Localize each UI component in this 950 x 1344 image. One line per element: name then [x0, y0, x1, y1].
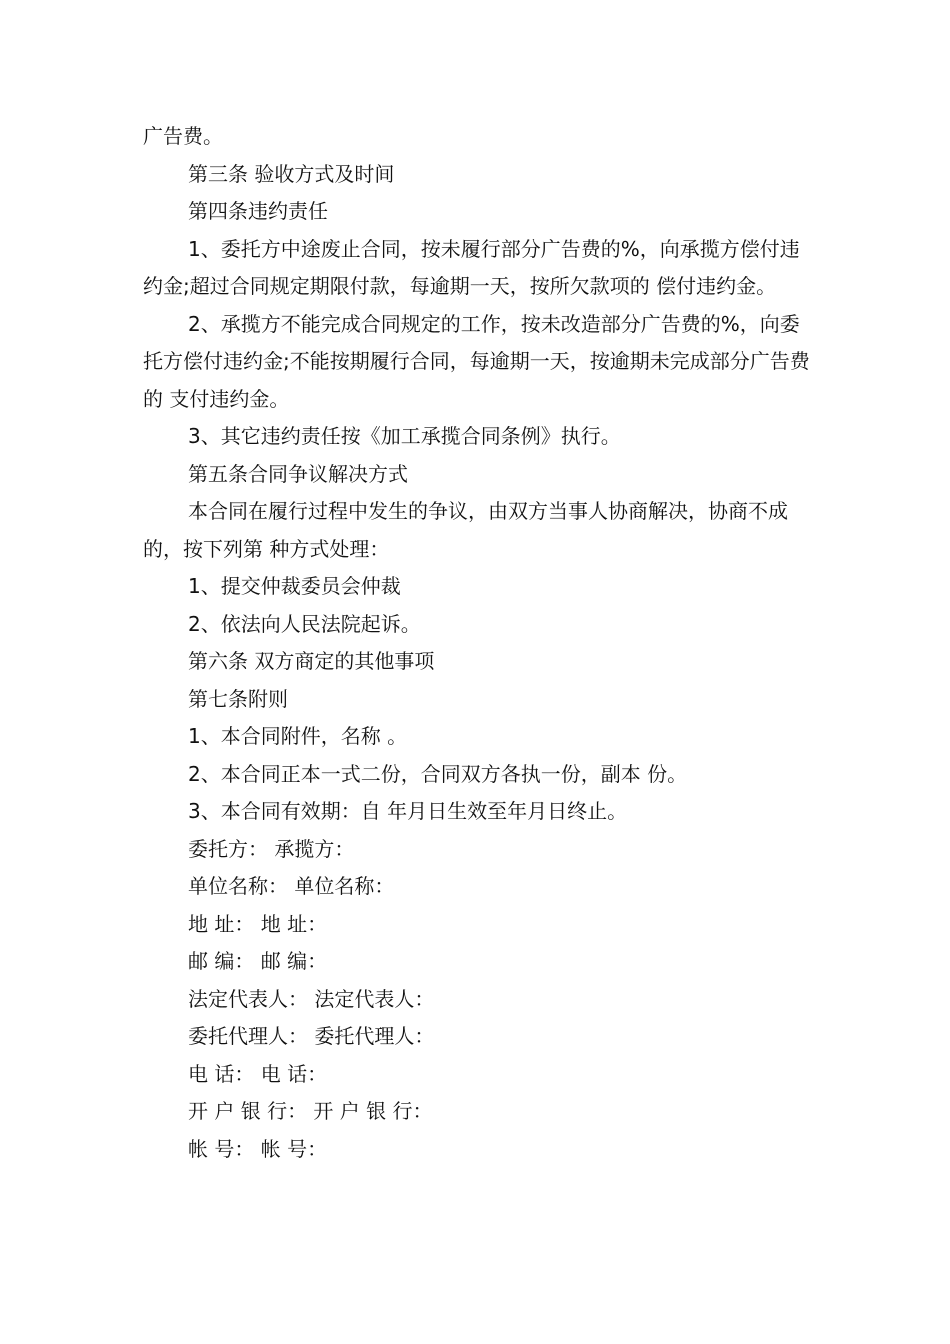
- article-4-clause-2: 2、承揽方不能完成合同规定的工作，按未改造部分广告费的%，向委托方偿付违约金;不能按期履行合同，每逾期一天，按逾期未完成部分广告费的 支付违约金。: [143, 311, 810, 411]
- signature-agent: 委托代理人： 委托代理人：: [188, 1024, 435, 1048]
- article-5-heading: 第五条合同争议解决方式: [188, 461, 408, 486]
- article-4-clause-1: 1、委托方中途废止合同，按未履行部分广告费的%，向承揽方偿付违约金;超过合同规定期限付款，每逾期一天，按所欠款项的 偿付违约金。: [143, 236, 800, 298]
- article-4-clause-3: 3、其它违约责任按《加工承揽合同条例》执行。: [188, 424, 621, 448]
- signature-postcode: 邮 编： 邮 编：: [188, 949, 328, 973]
- article-7-clause-2: 2、本合同正本一式二份，合同双方各执一份，副本 份。: [188, 761, 688, 786]
- article-7-heading: 第七条附则: [188, 686, 288, 711]
- article-4-heading: 第四条违约责任: [188, 199, 328, 223]
- signature-parties: 委托方： 承揽方：: [188, 836, 355, 861]
- article-5-body: 本合同在履行过程中发生的争议，由双方当事人协商解决，协商不成的，按下列第 种方式处理：: [143, 499, 788, 561]
- signature-account: 帐 号： 帐 号：: [188, 1136, 328, 1161]
- document-body: [143, 118, 811, 1168]
- signature-unit-name: 单位名称： 单位名称：: [188, 874, 395, 898]
- article-5-option-2: 2、依法向人民法院起诉。: [188, 611, 421, 636]
- signature-legal-rep: 法定代表人： 法定代表人：: [188, 986, 435, 1011]
- signature-bank: 开 户 银 行： 开 户 银 行：: [188, 1099, 433, 1123]
- article-7-clause-1: 1、本合同附件，名称 。: [188, 724, 408, 748]
- article-6-heading: 第六条 双方商定的其他事项: [188, 649, 435, 673]
- article-5-option-1: 1、提交仲裁委员会仲裁: [188, 574, 401, 598]
- article-3-heading: 第三条 验收方式及时间: [188, 161, 395, 186]
- signature-address: 地 址： 地 址：: [188, 911, 328, 936]
- signature-phone: 电 话： 电 话：: [188, 1061, 328, 1086]
- article-7-clause-3: 3、本合同有效期：自 年月日生效至年月日终止。: [188, 799, 628, 823]
- paragraph-continuation: 广告费。: [143, 124, 223, 148]
